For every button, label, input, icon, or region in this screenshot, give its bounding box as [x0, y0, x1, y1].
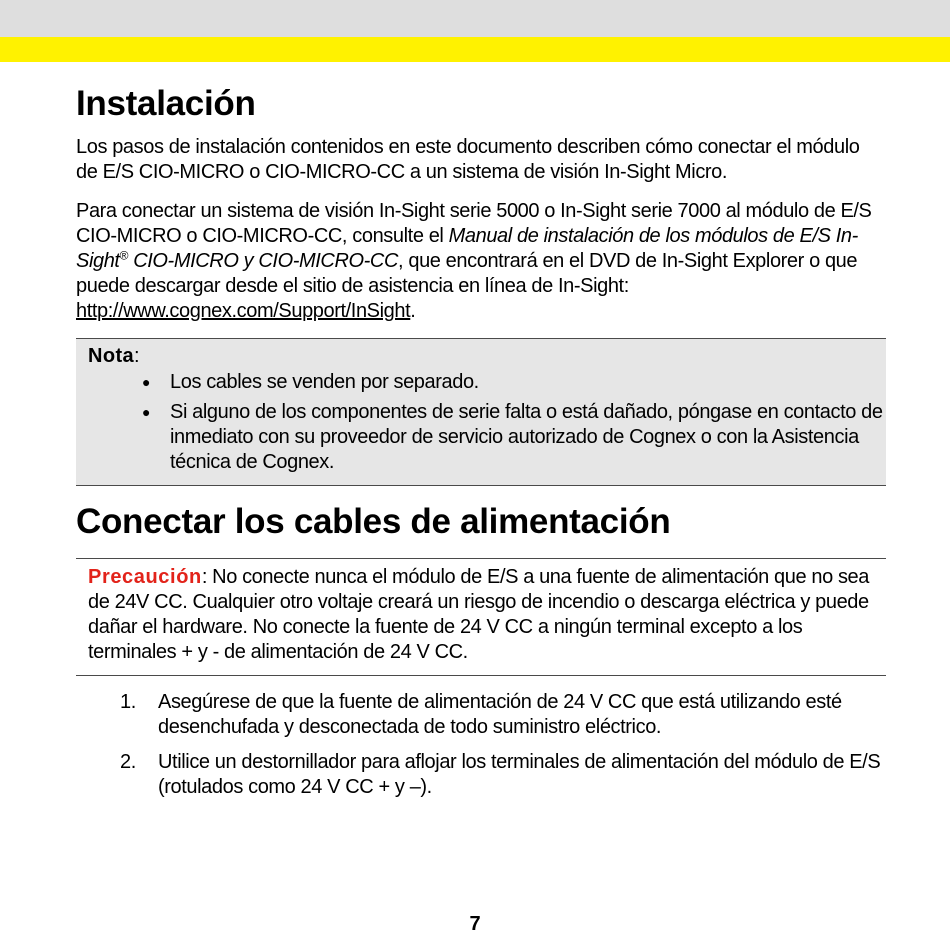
steps-list	[76, 690, 886, 800]
caution-colon: :	[201, 566, 207, 588]
reference-text-end: .	[410, 300, 416, 322]
reference-text-middle: , que encontrará en el DVD de In-Sight Explorer o que puede descargar desde el sitio de asistencia en línea de In-Sight:	[76, 250, 858, 297]
page-content	[76, 82, 886, 800]
step-item	[76, 690, 886, 740]
intro-paragraph: Los pasos de instalación contenidos en este documento describen cómo conectar el módulo de E/S CIO-MICRO o CIO-MICRO-CC a un sistema de visión In-Sight Micro.	[76, 136, 860, 183]
caution-label: Precaución	[88, 566, 202, 588]
note-item-text: Si alguno de los componentes de serie falta o está dañado, póngase en contacto de inmediato con su proveedor de servicio autorizado de Cognex o con la Asistencia técnica de Cognex.	[170, 401, 883, 473]
bullet-icon: ●	[142, 404, 151, 420]
note-item	[142, 400, 886, 475]
section-title-power-cables: Conectar los cables de alimentación	[76, 502, 671, 541]
note-label-colon: :	[134, 345, 140, 367]
step-item	[76, 750, 886, 800]
bullet-icon: ●	[142, 374, 151, 390]
note-list	[88, 370, 886, 475]
caution-text: No conecte nunca el módulo de E/S a una fuente de alimentación que no sea de 24V CC. Cualquier otro voltaje creará un riesgo de incendio o descarga eléctrica y puede dañar el hardware. No conecte la fuente de 24 V CC a ningún terminal excepto a los terminales + y - de alimentación de 24 V CC.	[88, 566, 869, 663]
note-label	[88, 344, 886, 368]
section-title-installation: Instalación	[76, 84, 256, 123]
reference-paragraph	[76, 199, 886, 324]
registered-mark: ®	[119, 248, 129, 263]
note-item	[142, 370, 886, 395]
header-yellow-band	[0, 37, 950, 62]
note-item-text: Los cables se venden por separado.	[170, 371, 479, 393]
step-text: Asegúrese de que la fuente de alimentación de 24 V CC que está utilizando esté desenchufada y desconectada de todo suministro eléctrico.	[158, 691, 842, 738]
header-gray-band	[0, 0, 950, 37]
caution-paragraph	[88, 565, 876, 665]
caution-box	[76, 558, 886, 676]
reference-text-start: Para conectar un sistema de visión In-Sight serie 5000 o In-Sight serie 7000 al módulo de E/S CIO-MICRO o CIO-MICRO-CC, consulte el	[76, 200, 872, 247]
note-label-text: Nota	[88, 345, 135, 367]
manual-title-end: CIO-MICRO y CIO-MICRO-CC	[128, 250, 399, 272]
support-link[interactable]: http://www.cognex.com/Support/InSight	[76, 300, 411, 322]
page-number: 7	[469, 913, 481, 935]
note-box	[76, 338, 886, 486]
manual-title: Manual de instalación de los módulos de E/S In-Sight	[76, 225, 858, 272]
step-number: 1.	[120, 691, 136, 713]
step-number: 2.	[120, 751, 136, 773]
step-text: Utilice un destornillador para aflojar los terminales de alimentación del módulo de E/S (rotulados como 24 V CC + y –).	[158, 751, 881, 798]
